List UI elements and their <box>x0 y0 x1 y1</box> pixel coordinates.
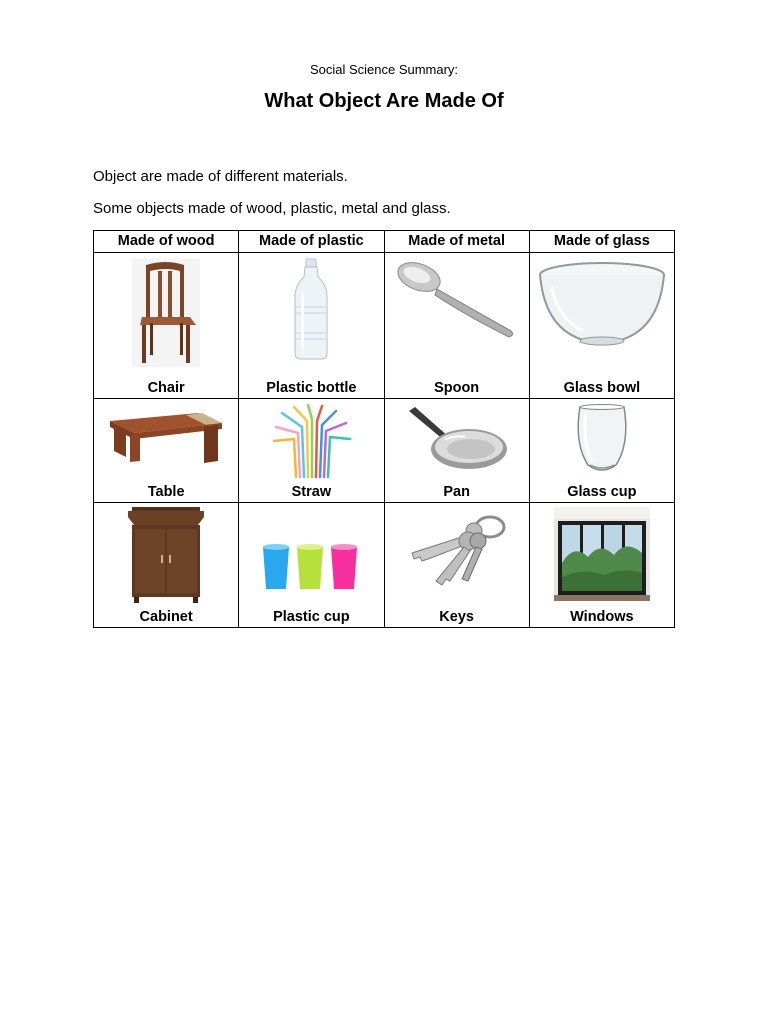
glass-bowl-icon <box>537 257 667 349</box>
table-cell <box>239 503 384 628</box>
column-header-plastic: Made of plastic <box>239 231 384 253</box>
item-label-windows: Windows <box>570 609 634 625</box>
column-header-glass: Made of glass <box>529 231 674 253</box>
table-header-row <box>94 231 675 253</box>
table-icon <box>106 403 226 469</box>
plastic-cup-icon <box>261 507 361 599</box>
document-title: What Object Are Made Of <box>264 90 504 112</box>
table-row <box>94 399 675 503</box>
keys-icon <box>402 507 512 587</box>
item-label-keys: Keys <box>439 609 474 625</box>
table-cell <box>384 503 529 628</box>
column-header-metal: Made of metal <box>384 231 529 253</box>
table-cell <box>529 253 674 399</box>
table-cell <box>384 399 529 503</box>
plastic-bottle-icon <box>291 257 331 361</box>
item-label-spoon: Spoon <box>434 380 480 396</box>
pan-icon <box>405 403 509 473</box>
item-label-cabinet: Cabinet <box>139 609 193 625</box>
item-label-chair: Chair <box>147 380 185 396</box>
item-label-straw: Straw <box>291 484 332 500</box>
item-label-table: Table <box>147 484 185 500</box>
glass-cup-icon <box>572 403 632 475</box>
table-row <box>94 253 675 399</box>
table-cell <box>94 253 239 399</box>
item-label-plastic-bottle: Plastic bottle <box>266 380 357 396</box>
table-cell <box>384 253 529 399</box>
item-label-pan: Pan <box>443 484 470 500</box>
intro-line-1: Object are made of different materials. <box>93 168 348 185</box>
chair-icon <box>130 257 202 369</box>
intro-line-2: Some objects made of wood, plastic, metal and glass. <box>93 200 451 217</box>
cabinet-icon <box>124 507 208 603</box>
column-header-wood: Made of wood <box>94 231 239 253</box>
table-cell <box>529 399 674 503</box>
item-label-glass-bowl: Glass bowl <box>563 380 641 396</box>
document-subtitle: Social Science Summary: <box>309 62 459 77</box>
table-cell <box>94 399 239 503</box>
table-cell <box>529 503 674 628</box>
table-cell <box>94 503 239 628</box>
windows-icon <box>554 507 650 601</box>
table-row <box>94 503 675 628</box>
item-label-glass-cup: Glass cup <box>567 484 637 500</box>
spoon-icon <box>395 257 519 347</box>
item-label-plastic-cup: Plastic cup <box>273 609 350 625</box>
table-cell <box>239 253 384 399</box>
straw-icon <box>270 403 352 479</box>
table-cell <box>239 399 384 503</box>
materials-table <box>93 230 675 628</box>
